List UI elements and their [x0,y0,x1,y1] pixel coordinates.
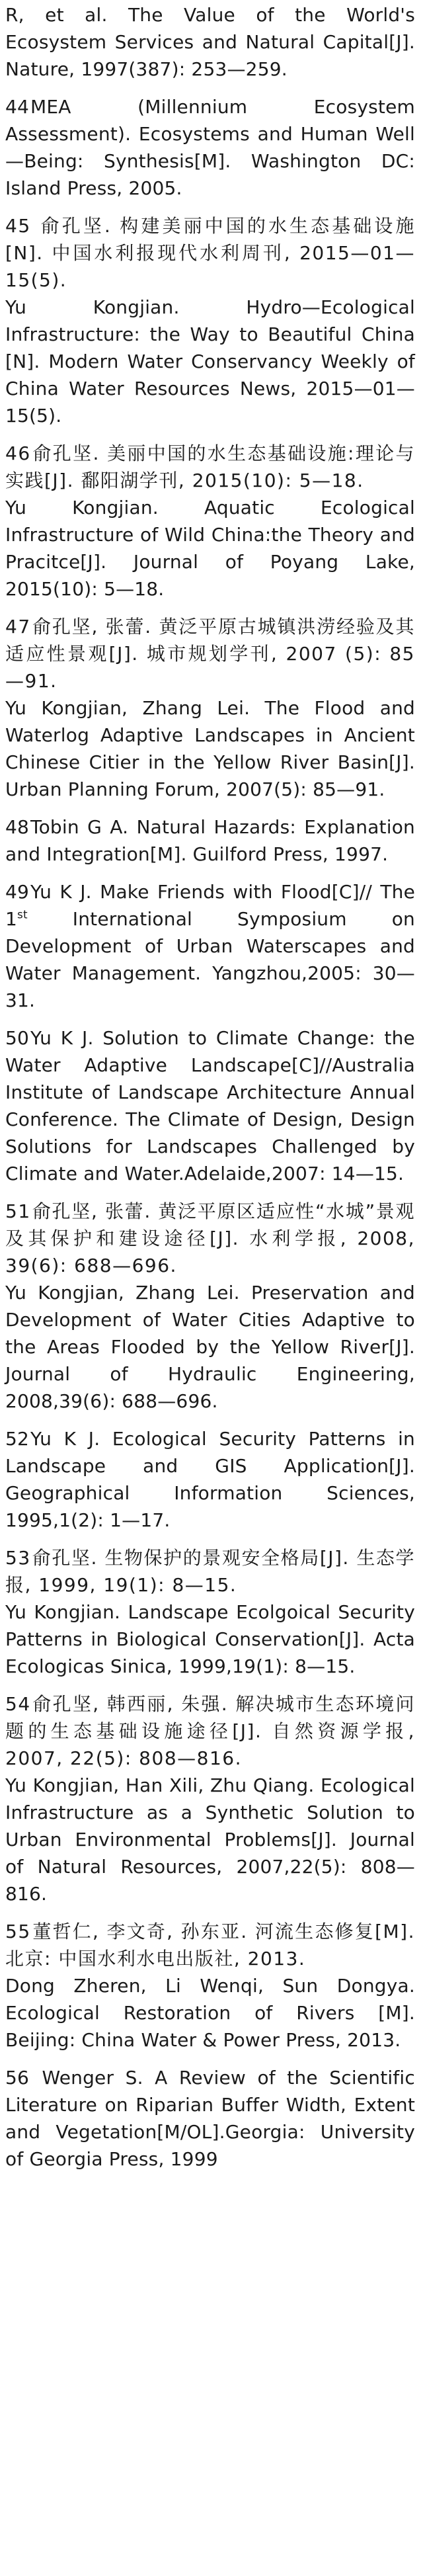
reference-44 [5,93,415,202]
reference-text: Yu K J. Ecological Security Patterns in Landscape and GIS Application[J]. Geographical Information Sciences, 1995,1(2): 1—17. [5,1428,415,1531]
reference-text-chinese: 俞孔坚. 生物保护的景观安全格局[J]. 生态学报, 1999, 19(1): 8—15. [5,1547,415,1596]
reference-line [5,878,415,1014]
reference-text-english: Yu Kongjian. Landscape Ecolgoical Security Patterns in Biological Conservation[J]. Acta Ecologicas Sinica, 1999,19(1): 8—15. [5,1601,415,1677]
reference-line [5,613,415,694]
reference-line [5,1918,415,1972]
reference-text: Tobin G A. Natural Hazards: Explanation and Integration[M]. Guilford Press, 1997. [5,816,415,865]
reference-text-english: Yu Kongjian, Zhang Lei. The Flood and Waterlog Adaptive Landscapes in Ancient Chinese Citier in the Yellow River Basin[J]. Urban Planning Forum, 2007(5): 85—91. [5,697,415,800]
reference-number: 46 [5,442,31,464]
reference-number: 56 [5,2067,30,2089]
reference-text-english: Yu Kongjian, Zhang Lei. Preservation and Development of Water Cities Adaptive to the Areas Flooded by the Yellow River[J]. Journal of Hydraulic Engineering, 2008,39(6): 688—696. [5,1282,415,1412]
reference-number: 49 [5,881,30,903]
reference-line [5,93,415,202]
reference-number: 44 [5,96,30,118]
reference-47 [5,613,415,803]
reference-line [5,813,415,868]
reference-text-english: Yu Kongjian. Aquatic Ecological Infrastructure of Wild China:the Theory and Pracitce[J]. Journal of Poyang Lake, 2015(10): 5—18. [5,497,415,600]
reference-line [5,440,415,494]
reference-56 [5,2064,415,2173]
reference-text-chinese: 俞孔坚. 美丽中国的水生态基础设施:理论与实践[J]. 鄱阳湖学刊, 2015(10): 5—18. [5,442,415,491]
reference-line [5,1198,415,1279]
reference-line [5,1544,415,1599]
reference-text-english: Yu Kongjian. Hydro—Ecological Infrastructure: the Way to Beautiful China [N]. Modern Water Conservancy Weekly of China Water Resources News, 2015—01—15(5). [5,296,415,427]
reference-line [5,2064,415,2173]
reference-46 [5,440,415,602]
reference-text-chinese: 俞孔坚. 构建美丽中国的水生态基础设施[N]. 中国水利报现代水利周刊, 2015—01—15(5). [5,215,415,291]
reference-number: 55 [5,1921,31,1942]
reference-49 [5,878,415,1014]
reference-line: R, et al. The Value of the World's Ecosystem Services and Natural Capital[J]. Nature, 1997(387): 253—259. [5,4,415,80]
reference-52 [5,1425,415,1534]
ordinal-suffix: st [17,907,28,921]
reference-text-chinese: 俞孔坚, 张蕾. 黄泛平原古城镇洪涝经验及其适应性景观[J]. 城市规划学刊, 2007 (5): 85—91. [5,616,415,692]
reference-line [5,1425,415,1534]
reference-number: 53 [5,1547,31,1569]
reference-list [5,1,415,2173]
reference-text: MEA (Millennium Ecosystem Assessment). Ecosystems and Human Well—Being: Synthesis[M]. Washington DC: Island Press, 2005. [5,96,415,199]
reference-text-chinese: 俞孔坚, 张蕾. 黄泛平原区适应性“水城”景观及其保护和建设途径[J]. 水利学报, 2008, 39(6): 688—696. [5,1200,415,1276]
reference-text-english: Yu Kongjian, Han Xili, Zhu Qiang. Ecological Infrastructure as a Synthetic Solution to Urban Environmental Problems[J]. Journal of Natural Resources, 2007,22(5): 808—816. [5,1774,415,1905]
reference-text: Yu K J. Make Friends with Flood[C]// The 1st International Symposium on Development of Urban Waterscapes and Water Management. Yangzhou,2005: 30—31. [5,881,415,1011]
reference-text-chinese: 董哲仁, 李文奇, 孙东亚. 河流生态修复[M]. 北京: 中国水利水电出版社, 2013. [5,1921,415,1970]
reference-text-english: Dong Zheren, Li Wenqi, Sun Dongya. Ecological Restoration of Rivers [M]. Beijing: China Water & Power Press, 2013. [5,1975,415,2051]
reference-text-chinese: 俞孔坚, 韩西丽, 朱强. 解决城市生态环境问题的生态基础设施途径[J]. 自然资源学报, 2007, 22(5): 808—816. [5,1693,415,1769]
reference-45 [5,212,415,429]
reference-text: Wenger S. A Review of the Scientific Literature on Riparian Buffer Width, Extent and Vegetation[M/OL].Georgia: University of Georgia Press, 1999 [5,2067,415,2170]
reference-number: 47 [5,616,31,638]
reference-55 [5,1918,415,2054]
reference-number: 51 [5,1200,31,1222]
reference-54 [5,1690,415,1907]
reference-line [5,212,415,294]
reference-number: 54 [5,1693,31,1715]
reference-line [5,1024,415,1187]
reference-number: 45 [5,215,31,237]
reference-number: 50 [5,1027,30,1049]
reference-number: 52 [5,1428,30,1450]
reference-text: Yu K J. Solution to Climate Change: the Water Adaptive Landscape[C]//Australia Institute of Landscape Architecture Annual Conference. The Climate of Design, Design Solutions for Landscapes Challenged by Climate and Water.Adelaide,2007: 14—15. [5,1027,415,1184]
reference-line [5,1690,415,1772]
reference-51 [5,1198,415,1415]
reference-48 [5,813,415,868]
reference-53 [5,1544,415,1680]
reference-50 [5,1024,415,1187]
reference-43-continued [5,1,415,83]
reference-number: 48 [5,816,30,838]
